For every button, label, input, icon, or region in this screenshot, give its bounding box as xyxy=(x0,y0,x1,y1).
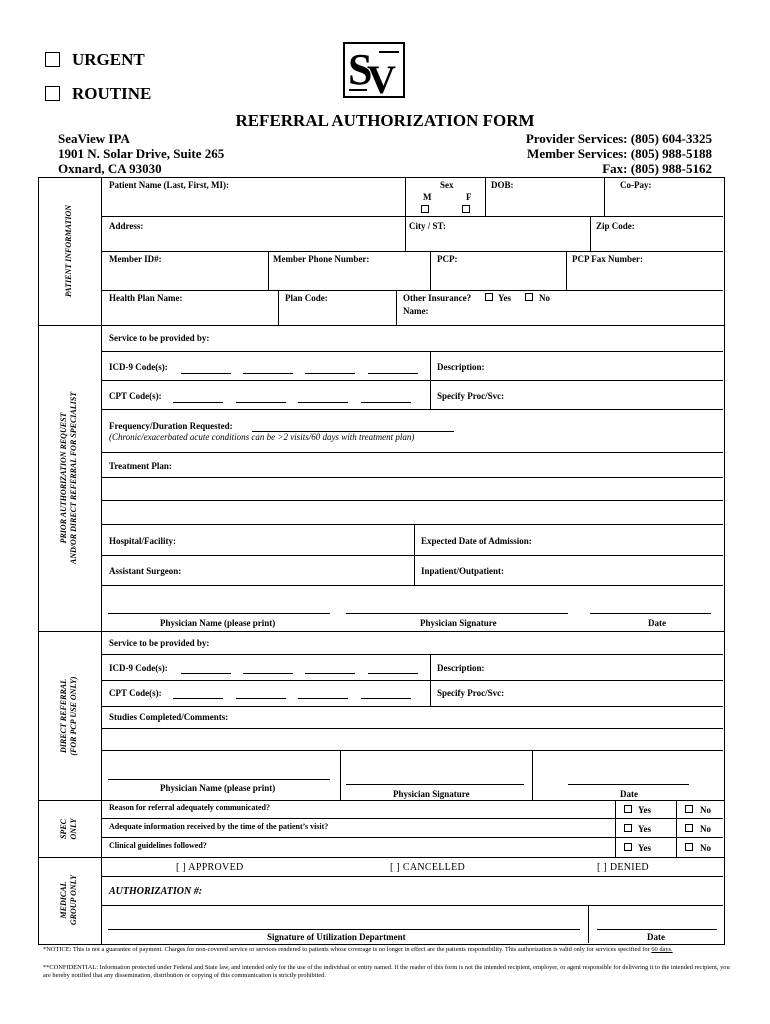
spec-q3-yes-checkbox[interactable] xyxy=(624,843,632,851)
notice-text xyxy=(43,946,731,954)
urgent-label: URGENT xyxy=(72,50,145,69)
approved-option[interactable]: [ ] APPROVED xyxy=(176,862,244,873)
spec-q2-no-checkbox[interactable] xyxy=(685,824,693,832)
svg-text:V: V xyxy=(367,57,396,96)
pa-frequency-label: Frequency/Duration Requested: xyxy=(109,421,233,431)
spec-q3-yes-label: Yes xyxy=(638,843,651,853)
other-insurance-yes-checkbox[interactable] xyxy=(485,293,493,301)
confidential-text: **CONFIDENTIAL: Information protected under Federal and State law, and intended only for the use of the individual or entity named. If the reader of this form is not the intended recipient, employer, or agent responsible for delivering it to the intended recipient, you are hereby notified that any dissemination, distribution or copying of this communication is strictly prohibited. xyxy=(43,964,730,979)
dr-description-label: Description: xyxy=(437,663,485,673)
dr-studies-label: Studies Completed/Comments: xyxy=(109,712,229,722)
spec-only-side-text-1: SPEC xyxy=(59,819,68,840)
zip-label: Zip Code: xyxy=(596,221,635,231)
spec-q1-yes-label: Yes xyxy=(638,805,651,815)
pa-date-label: Date xyxy=(648,618,666,628)
org-address-line2: Oxnard, CA 93030 xyxy=(58,161,162,176)
patient-name-label: Patient Name (Last, First, MI): xyxy=(109,180,229,190)
denied-option[interactable]: [ ] DENIED xyxy=(597,862,649,873)
provider-services: Provider Services: (805) 604-3325 xyxy=(525,131,712,146)
spec-q1-yes-checkbox[interactable] xyxy=(624,805,632,813)
routine-checkbox[interactable] xyxy=(45,86,60,101)
patient-info-side-label xyxy=(64,151,76,351)
seaview-logo xyxy=(343,42,405,98)
sex-m-checkbox[interactable] xyxy=(421,205,429,213)
side-column-divider xyxy=(101,177,102,944)
address-label: Address: xyxy=(109,221,144,231)
medical-group-side-label xyxy=(59,850,81,950)
member-phone-label: Member Phone Number: xyxy=(273,254,370,264)
pcp-label: PCP: xyxy=(437,254,458,264)
plan-code-label: Plan Code: xyxy=(285,293,328,303)
utilization-signature-label: Signature of Utilization Department xyxy=(267,932,406,942)
form-title: REFERRAL AUTHORIZATION FORM xyxy=(235,111,535,130)
spec-q1-no-checkbox[interactable] xyxy=(685,805,693,813)
other-insurance-label: Other Insurance? xyxy=(403,293,472,303)
pa-physician-signature-label: Physician Signature xyxy=(420,618,497,628)
sv-logo-mark xyxy=(345,44,403,96)
org-address-line1: 1901 N. Solar Drive, Suite 265 xyxy=(58,146,225,161)
prior-auth-side-text-2: AND/OR DIRECT REFERRAL FOR SPECIALIST xyxy=(69,391,78,565)
dr-physician-name-label: Physician Name (please print) xyxy=(160,783,276,793)
spec-q2-yes-checkbox[interactable] xyxy=(624,824,632,832)
notice-days: 60 days. xyxy=(651,946,673,953)
section-divider xyxy=(38,631,724,632)
dob-label: DOB: xyxy=(491,180,514,190)
urgent-checkbox[interactable] xyxy=(45,52,60,67)
patient-info-side-text: PATIENT INFORMATION xyxy=(64,204,73,298)
notice-body: *NOTICE: This is not a guarantee of payment. Charges for non-covered service or services rendered to patients whose coverage is no longer in effect are the patients responsibility. This authorization is valid only for services specified for xyxy=(43,946,652,953)
cancelled-option[interactable]: [ ] CANCELLED xyxy=(390,862,465,873)
dr-cpt-label: CPT Code(s): xyxy=(109,688,162,698)
pa-treatment-plan-label: Treatment Plan: xyxy=(109,461,172,471)
member-services: Member Services: (805) 988-5188 xyxy=(527,146,712,161)
pa-cpt-label: CPT Code(s): xyxy=(109,391,162,401)
spec-q2-yes-label: Yes xyxy=(638,824,651,834)
pa-description-label: Description: xyxy=(437,362,485,372)
pa-hospital-label: Hospital/Facility: xyxy=(109,536,176,546)
pa-specify-label: Specify Proc/Svc: xyxy=(437,391,505,401)
prior-auth-side-text-1: PRIOR AUTHORIZATION REQUEST xyxy=(59,412,68,544)
direct-referral-side-label xyxy=(59,636,81,796)
sex-f-label: F xyxy=(466,192,472,202)
spec-q2-label: Adequate information received by the time of the patient’s visit? xyxy=(109,822,329,831)
org-name: SeaView IPA xyxy=(58,131,130,146)
medical-group-side-text-2: GROUP ONLY xyxy=(69,874,78,926)
authorization-number-label: AUTHORIZATION #: xyxy=(109,886,203,897)
direct-referral-side-text-2: (FOR PCP USE ONLY) xyxy=(69,676,78,756)
section-divider xyxy=(38,857,724,858)
dr-specify-label: Specify Proc/Svc: xyxy=(437,688,505,698)
other-insurance-yes-label: Yes xyxy=(498,293,511,303)
member-id-label: Member ID#: xyxy=(109,254,162,264)
dr-date-label: Date xyxy=(620,789,638,799)
prior-auth-side-label xyxy=(59,373,81,583)
fax-number: Fax: (805) 988-5162 xyxy=(602,161,712,176)
dr-icd9-label: ICD-9 Code(s): xyxy=(109,663,168,673)
pa-icd9-label: ICD-9 Code(s): xyxy=(109,362,168,372)
medical-group-side-text-1: MEDICAL xyxy=(59,881,68,919)
pa-inpatient-label: Inpatient/Outpatient: xyxy=(421,566,505,576)
city-st-label: City / ST: xyxy=(409,221,446,231)
pa-frequency-note: (Chronic/exacerbated acute conditions can be >2 visits/60 days with treatment plan) xyxy=(109,432,415,442)
dr-physician-signature-label: Physician Signature xyxy=(393,789,470,799)
spec-q3-no-label: No xyxy=(700,843,711,853)
section-divider xyxy=(38,325,724,326)
pa-assistant-label: Assistant Surgeon: xyxy=(109,566,182,576)
spec-q1-no-label: No xyxy=(700,805,711,815)
spec-only-side-text-2: ONLY xyxy=(69,818,78,840)
utilization-date-label: Date xyxy=(647,932,665,942)
pa-physician-name-label: Physician Name (please print) xyxy=(160,618,276,628)
spec-q3-label: Clinical guidelines followed? xyxy=(109,841,207,850)
copay-label: Co-Pay: xyxy=(620,180,652,190)
pa-service-label: Service to be provided by: xyxy=(109,333,210,343)
sex-f-checkbox[interactable] xyxy=(462,205,470,213)
other-insurance-no-checkbox[interactable] xyxy=(525,293,533,301)
pa-expected-date-label: Expected Date of Admission: xyxy=(421,536,532,546)
sex-label: Sex xyxy=(440,180,454,190)
dr-service-label: Service to be provided by: xyxy=(109,638,210,648)
health-plan-label: Health Plan Name: xyxy=(109,293,183,303)
other-insurance-no-label: No xyxy=(539,293,550,303)
insurance-name-label: Name: xyxy=(403,306,429,316)
spec-q1-label: Reason for referral adequately communicated? xyxy=(109,803,271,812)
spec-q3-no-checkbox[interactable] xyxy=(685,843,693,851)
spec-q2-no-label: No xyxy=(700,824,711,834)
section-divider xyxy=(38,800,724,801)
direct-referral-side-text-1: DIRECT REFERRAL xyxy=(59,678,68,754)
svg-text:S: S xyxy=(348,45,373,94)
routine-label: ROUTINE xyxy=(72,84,152,103)
pcp-fax-label: PCP Fax Number: xyxy=(572,254,643,264)
sex-m-label: M xyxy=(423,192,432,202)
